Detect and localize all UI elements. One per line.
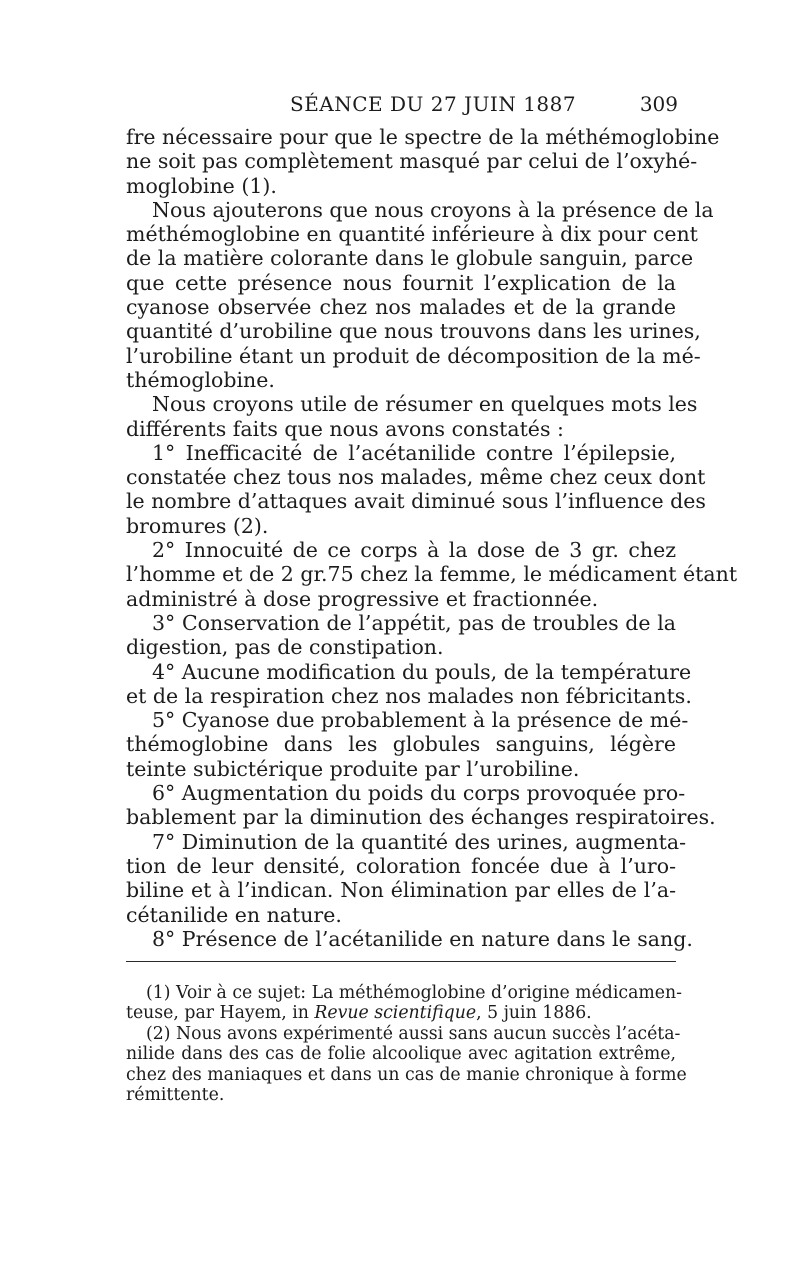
text-line: 6° Augmentation du poids du corps provoquée pro- [152, 781, 686, 806]
text-line: thémoglobine. [126, 367, 275, 392]
text-line: 8° Présence de l’acétanilide en nature dans le sang. [152, 926, 693, 951]
text-line: teinte subictérique produite par l’urobiline. [126, 756, 580, 781]
text-line: de la matière colorante dans le globule sanguin, parce [126, 246, 694, 271]
text-line: Nous croyons utile de résumer en quelques mots les [152, 392, 698, 417]
text-line: 2° Innocuité de ce corps à la dose de 3 gr. chez [152, 538, 676, 563]
footnote-1-line-2 [126, 1003, 676, 1023]
running-header [130, 92, 678, 122]
text-line: l’homme et de 2 gr.75 chez la femme, le médicament étant [126, 562, 738, 587]
text-line: constatée chez tous nos malades, même chez ceux dont [126, 465, 706, 490]
footnote-2-line-3: chez des maniaques et dans un cas de manie chronique à forme [126, 1064, 687, 1085]
text-line: 5° Cyanose due probablement à la présence de mé- [152, 708, 689, 733]
text-line: fre nécessaire pour que le spectre de la méthémoglobine [126, 125, 720, 149]
footnote-1-line-1: (1) Voir à ce sujet: La méthémoglobine d’origine médicamen- [146, 983, 682, 1003]
text-line: que cette présence nous fournit l’explication de la [126, 270, 676, 295]
footnote-2-line-1: (2) Nous avons expérimenté aussi sans aucun succès l’acéta- [146, 1023, 681, 1044]
footnote-2-line-4: rémittente. [126, 1084, 225, 1105]
text-line: quantité d’urobiline que nous trouvons dans les urines, [126, 319, 701, 344]
text-line: 4° Aucune modification du pouls, de la température [152, 659, 692, 684]
text-line: ne soit pas complètement masqué par celui de l’oxyhé- [126, 149, 698, 174]
text-line: l’urobiline étant un produit de décomposition de la mé- [126, 343, 701, 368]
text-line: 3° Conservation de l’appétit, pas de troubles de la [152, 610, 676, 635]
footnotes [126, 983, 687, 1105]
text-line: cétanilide en nature. [126, 902, 342, 927]
footnote-1-date: , 5 juin 1886. [476, 1003, 592, 1024]
footnote-divider [126, 961, 676, 962]
text-line: le nombre d’attaques avait diminué sous l’influence des [126, 489, 706, 514]
text-line: administré à dose progressive et fractionnée. [126, 586, 599, 611]
text-line: bromures (2). [126, 513, 269, 538]
text-line: thémoglobine dans les globules sanguins, légère [126, 732, 676, 757]
text-line: bablement par la diminution des échanges respiratoires. [126, 805, 716, 830]
footnote-1-text: teuse, par Hayem, in [126, 1003, 315, 1024]
text-line: biline et à l’indican. Non élimination par elles de l’a- [126, 878, 676, 903]
page-number: 309 [639, 92, 678, 116]
text-line: méthémoglobine en quantité inférieure à dix pour cent [126, 222, 698, 247]
text-line: 7° Diminution de la quantité des urines, augmenta- [152, 829, 687, 854]
running-title: SÉANCE DU 27 JUIN 1887 [290, 92, 577, 116]
text-line: Nous ajouterons que nous croyons à la présence de la [152, 197, 714, 222]
body-text [126, 125, 738, 951]
journal-title: Revue scientifique [314, 1003, 477, 1024]
text-line: digestion, pas de constipation. [126, 635, 444, 660]
text-line: moglobine (1). [126, 173, 277, 198]
text-line: différents faits que nous avons constatés : [126, 416, 564, 441]
text-line: et de la respiration chez nos malades non fébricitants. [126, 683, 692, 708]
text-line: 1° Inefficacité de l’acétanilide contre l’épilepsie, [152, 440, 676, 465]
footnote-2-line-2: nilide dans des cas de folie alcoolique avec agitation extrême, [126, 1044, 676, 1065]
text-line: tion de leur densité, coloration foncée due à l’uro- [126, 853, 676, 878]
text-line: cyanose observée chez nos malades et de la grande [126, 295, 676, 320]
